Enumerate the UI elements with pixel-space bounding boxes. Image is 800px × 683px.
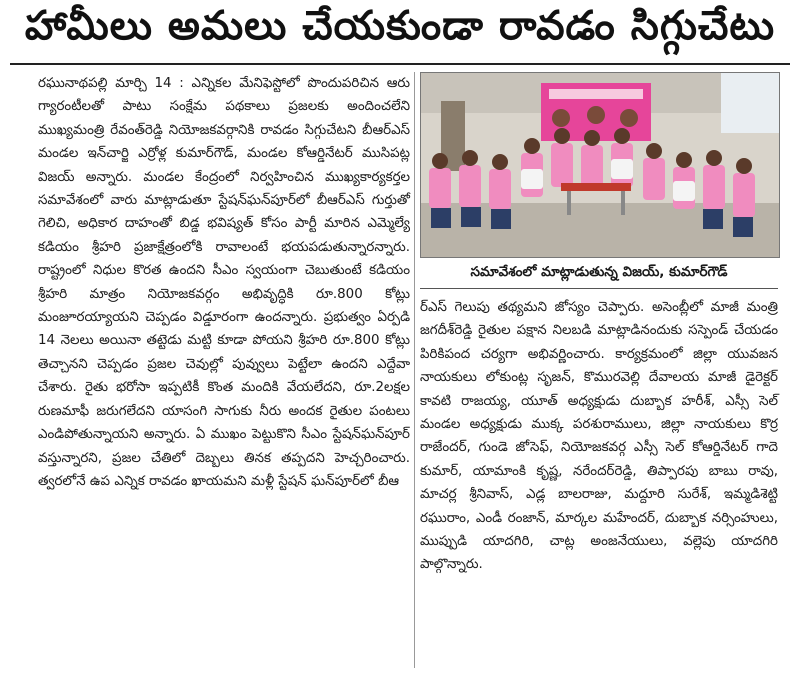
headline-rule <box>10 63 790 65</box>
meeting-photo <box>420 72 780 258</box>
headline: హామీలు అమలు చేయకుండా రావడం సిగ్గుచేటు <box>24 3 776 49</box>
photo-caption: సమావేశంలో మాట్లాడుతున్న విజయ్, కుమార్‌గౌడ్ <box>420 258 778 289</box>
meeting-photo-illustration <box>421 73 779 257</box>
article-body-left: రఘునాథపల్లి మార్చి 14 : ఎన్నికల మేనిఫెస్టోలో పొందుపరిచిన ఆరు గ్యారంటీలతో పాటు సంక్షేమ పథకాలు ప్రజలకు అందించలేని ముఖ్యమంత్రి రేవంత్‌రెడ్డి నియోజకవర్గానికి రావడం సిగ్గుచేటని బీఆర్‌ఎస్ మండల ఇన్‌చార్జి ఎర్రోళ్ల కుమార్‌గౌడ్, మండల కోఆర్డినేటర్ ముసిపట్ల విజయ్ అన్నారు. మండల కేంద్రంలో నిర్వహించిన ముఖ్యకార్యకర్తల సమావేశంలో వారు మాట్లాడుతూ స్టేషన్‌ఘన్‌పూర్‌లో బీఆర్‌ఎస్ గుర్తుతో గెలిచి, అధికార దాహంతో బిడ్డ భవిష్యత్ కోసం పార్టీ మారిన ఎమ్మెల్యే కడియం శ్రీహరి ప్రజాక్షేత్రంలోకి రావాలంటే భయపడుతున్నారన్నారు. రాష్ట్రంలో నిధుల కొరత ఉందని సీఎం స్వయంగా చెబుతుంటే కడియం శ్రీహరి మాత్రం నియోజకవర్గం అభివృద్ధికి రూ.800 కోట్లు మంజూరయ్యాయని చెప్పడం విడ్డూరంగా ఉందన్నారు. ప్రభుత్వం ఏర్పడి 14 నెలలు అయినా తట్టెడు మట్టి కూడా పోయని శ్రీహరి రూ.800 కోట్లు తెచ్చానని చెప్పడం ప్రజల చెవుల్లో పువ్వులు పెట్టేలా ఉందని ఎద్దేవా చేశారు. రైతు భరోసా ఇప్పటికీ కొంత మందికి వేయలేదని, రూ.2లక్షల రుణమాఫీ జరుగలేదని యాసంగి సాగుకు నీరు అందక రైతుల పంటలు ఎండిపోతున్నాయని అన్నారు. ఏ ముఖం పెట్టుకొని సీఎం స్టేషన్‌ఘన్‌పూర్ వస్తున్నారని, ప్రజల చేతిలో దెబ్బలు తినక తప్పదని హెచ్చరించారు. త్వరలోనే ఉప ఎన్నిక రావడం ఖాయమని మళ్లీ స్టేషన్ ఘన్‌పూర్‌లో బీఆ <box>38 76 410 489</box>
article-right-column <box>420 296 778 676</box>
article-left-column <box>38 72 410 672</box>
article-body-right: ర్‌ఎస్ గెలుపు తథ్యమని జోస్యం చెప్పారు. అసెంబ్లీలో మాజీ మంత్రి జగదీశ్‌రెడ్డి రైతుల పక్షాన నిలబడి మాట్లాడినందుకు సస్పెండ్ చేయడం పిరికిపంద చర్యగా అభివర్ణించారు. కార్యక్రమంలో జిల్లా యువజన నాయకులు లోకుంట్ల సృజన్, కొమురవెల్లి దేవాలయ మాజీ డైరెక్టర్ కావటి రాజయ్య, యూత్ అధ్యక్షుడు దుబ్బాక హరీశ్, ఎస్సీ సెల్ మండల అధ్యక్షుడు ముక్క పరశురాములు, జిల్లా నాయకులు కొర్ర రాజేందర్, గుండె జోసెఫ్, నియోజకవర్గ ఎస్సీ సెల్ కోఆర్డినేటర్ గాదె కుమార్, యామాంకి కృష్ణ, నరేందర్‌రెడ్డి, తిప్పారపు బాబు రావు, మాచర్ల శ్రీనివాస్, ఎడ్ల బాలరాజు, మద్దూరి సురేశ్, ఇమ్మడిశెట్టి రఘురాం, ఎండీ రంజాన్, మార్కల మహేందర్, దుబ్బాక నర్సింహులు, ముప్పుడి యాదగిరి, చాట్ల అంజనేయులు, వల్లెపు యాదగిరి పాల్గొన్నారు. <box>420 300 778 573</box>
column-divider <box>414 72 415 668</box>
